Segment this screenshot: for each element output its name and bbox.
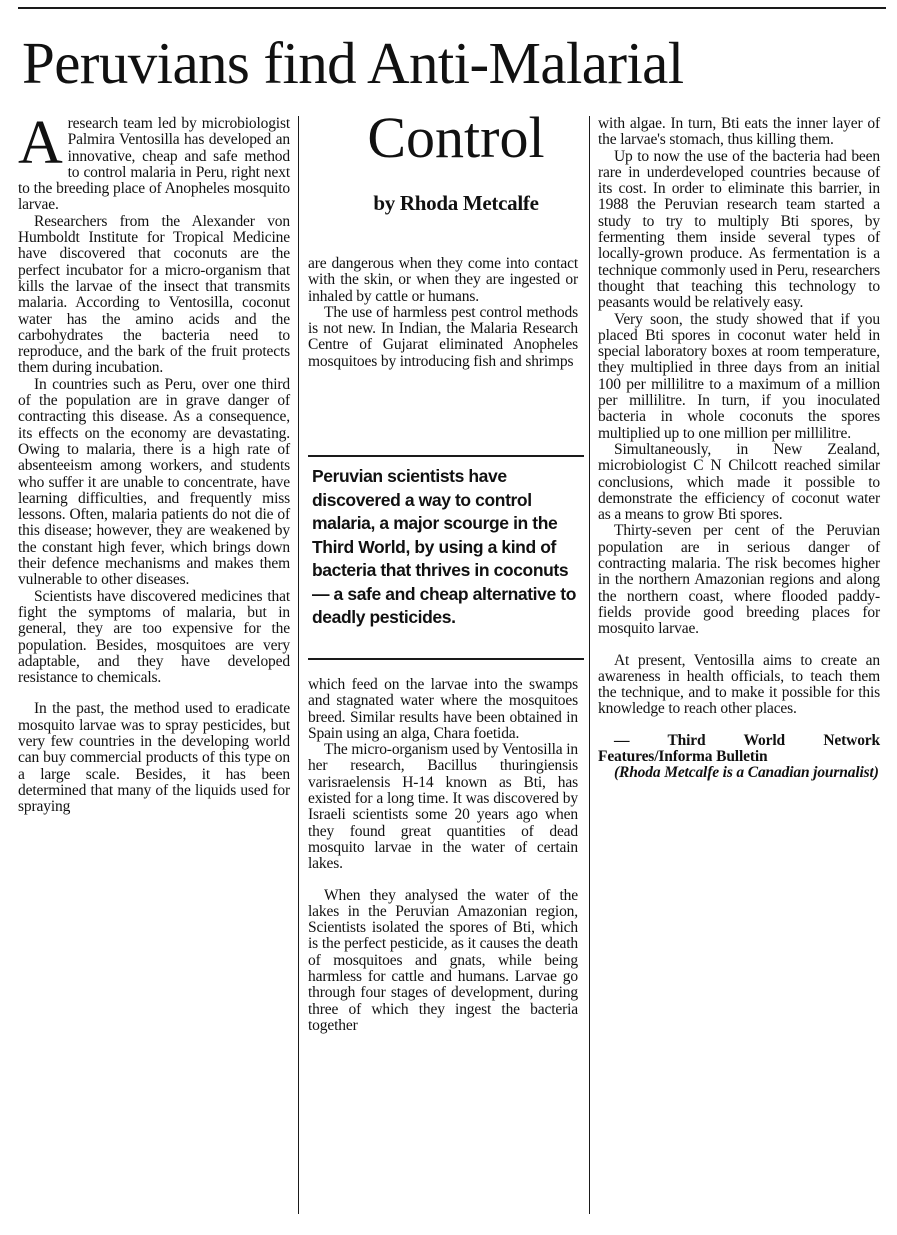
paragraph: are dangerous when they come into contact with the skin, or when they are ingested or inhaled by cattle or humans. — [308, 255, 578, 305]
headline: Peruvians find Anti-Malarial — [22, 30, 684, 96]
paragraph: When they analysed the water of the lakes in the Peruvian Amazonian region, Scientists isolated the spores of Bti, which is the perfect pesticide, as it causes the death of mosquitoes and gnats, while being harmless for cattle and humans. Larvae go through four stages of development, during three of which they ingest the bacteria together — [308, 886, 578, 1034]
source-credit: — Third World Network Features/Informa Bulletin — [598, 731, 880, 765]
paragraph: Simultaneously, in New Zealand, microbiologist C N Chilcott reached similar conclusions, which made it possible to demonstrate the efficiency of coconut water as a means to grow Bti spores. — [598, 440, 880, 524]
article-column-2-bottom — [308, 677, 578, 1034]
article-column-3 — [598, 116, 880, 782]
author-note: (Rhoda Metcalfe is a Canadian journalist) — [614, 764, 879, 782]
paragraph: Up to now the use of the bacteria had been rare in underdeveloped countries because of its cost. In order to eliminate this barrier, in 1988 the Peruvian research team started a study to try to multiply Bti spores, by fermenting them inside several types of locally-grown produce. As fermentation is a technique commonly used in Peru, researchers thought that teaching this technology to peasants would be relatively easy. — [598, 147, 880, 312]
pull-quote-text: Peruvian scientists have discovered a way to control malaria, a major scourge in the Third World, by using a kind of bacteria that thrives in coconuts — a safe and cheap alternative to deadly pesticides. — [312, 466, 576, 627]
paragraph: The micro-organism used by Ventosilla in her research, Bacillus thuringiensis varisraelensis H-14 known as Bti, has existed for a long time. It was discovered by Israeli scientists some 20 years ago when they found great quantities of dead mosquito larvae in the water of certain lakes. — [308, 741, 578, 873]
pull-quote — [308, 455, 584, 660]
paragraph: Researchers from the Alexander von Humboldt Institute for Tropical Medicine have discovered that coconuts are the perfect incubator for a micro-organism that kills the larvae of the insect that transmits malaria. According to Ventosilla, coconut water has the amino acids and the carbohydrates the bacteria need to reproduce, and the bark of the fruit protects them during incubation. — [18, 212, 290, 377]
article-column-1 — [18, 109, 290, 816]
paragraph: Scientists have discovered medicines that fight the symptoms of malaria, but in general, they are too expensive for the population. Besides, mosquitoes are very adaptable, and they have developed resistance to chemicals. — [18, 587, 290, 687]
article-column-2-top — [308, 256, 578, 370]
column-divider — [298, 116, 299, 1214]
paragraph: In the past, the method used to eradicate mosquito larvae was to spray pesticides, but very few countries in the developing world can buy commercial products of this type on a large scale. Besides, it has been determined that many of the liquids used for spraying — [18, 700, 290, 816]
paragraph: with algae. In turn, Bti eats the inner layer of the larvae's stomach, thus killing them. — [598, 115, 880, 149]
paragraph-text: research team led by microbiologist Palmira Ventosilla has developed an innovative, cheap and safe method to control malaria in Peru, right next to the breeding place of Anopheles mosquito larvae. — [18, 115, 290, 214]
paragraph — [18, 109, 290, 214]
paragraph: Thirty-seven per cent of the Peruvian population are in serious danger of contracting malaria. The risk becomes higher in the northern Amazonian regions and along the northern coast, where flooded paddy-fields provide good breeding places for mosquito larvae. — [598, 522, 880, 638]
paragraph: The use of harmless pest control methods is not new. In Indian, the Malaria Research Centre of Gujarat eliminated Anopheles mosquitoes by introducing fish and shrimps — [308, 303, 578, 370]
top-rule — [18, 7, 886, 9]
paragraph: In countries such as Peru, over one third of the population are in grave danger of contracting this disease. As a consequence, its effects on the economy are devastating. Owing to malaria, there is a high rate of absenteeism among workers, and students who suffer it are unable to concentrate, have learning difficulties, and frequently miss lessons. Often, malaria patients do not die of this disease; however, they are weakened by the constant high fever, which brings down their defence mechanisms and makes them vulnerable to other diseases. — [18, 375, 290, 589]
drop-cap: A — [18, 109, 63, 177]
headline-continuation: Control — [367, 105, 545, 170]
column-divider — [589, 116, 590, 1214]
paragraph: which feed on the larvae into the swamps and stagnated water where the mosquitoes breed. Similar results have been obtained in Spain using an alga, Chara foetida. — [308, 676, 578, 742]
paragraph: At present, Ventosilla aims to create an awareness in health officials, to teach them the technique, and to make it possible for this knowledge to reach other places. — [598, 651, 880, 718]
byline: by Rhoda Metcalfe — [373, 191, 539, 215]
paragraph: Very soon, the study showed that if you placed Bti spores in coconut water held in special laboratory boxes at room temperature, they multiplied in three days from an initial 100 per millilitre to a maximum of a million per millilitre. In turn, if you inoculated bacteria in whole coconuts the spores multiplied up to one million per millilitre. — [598, 310, 880, 442]
